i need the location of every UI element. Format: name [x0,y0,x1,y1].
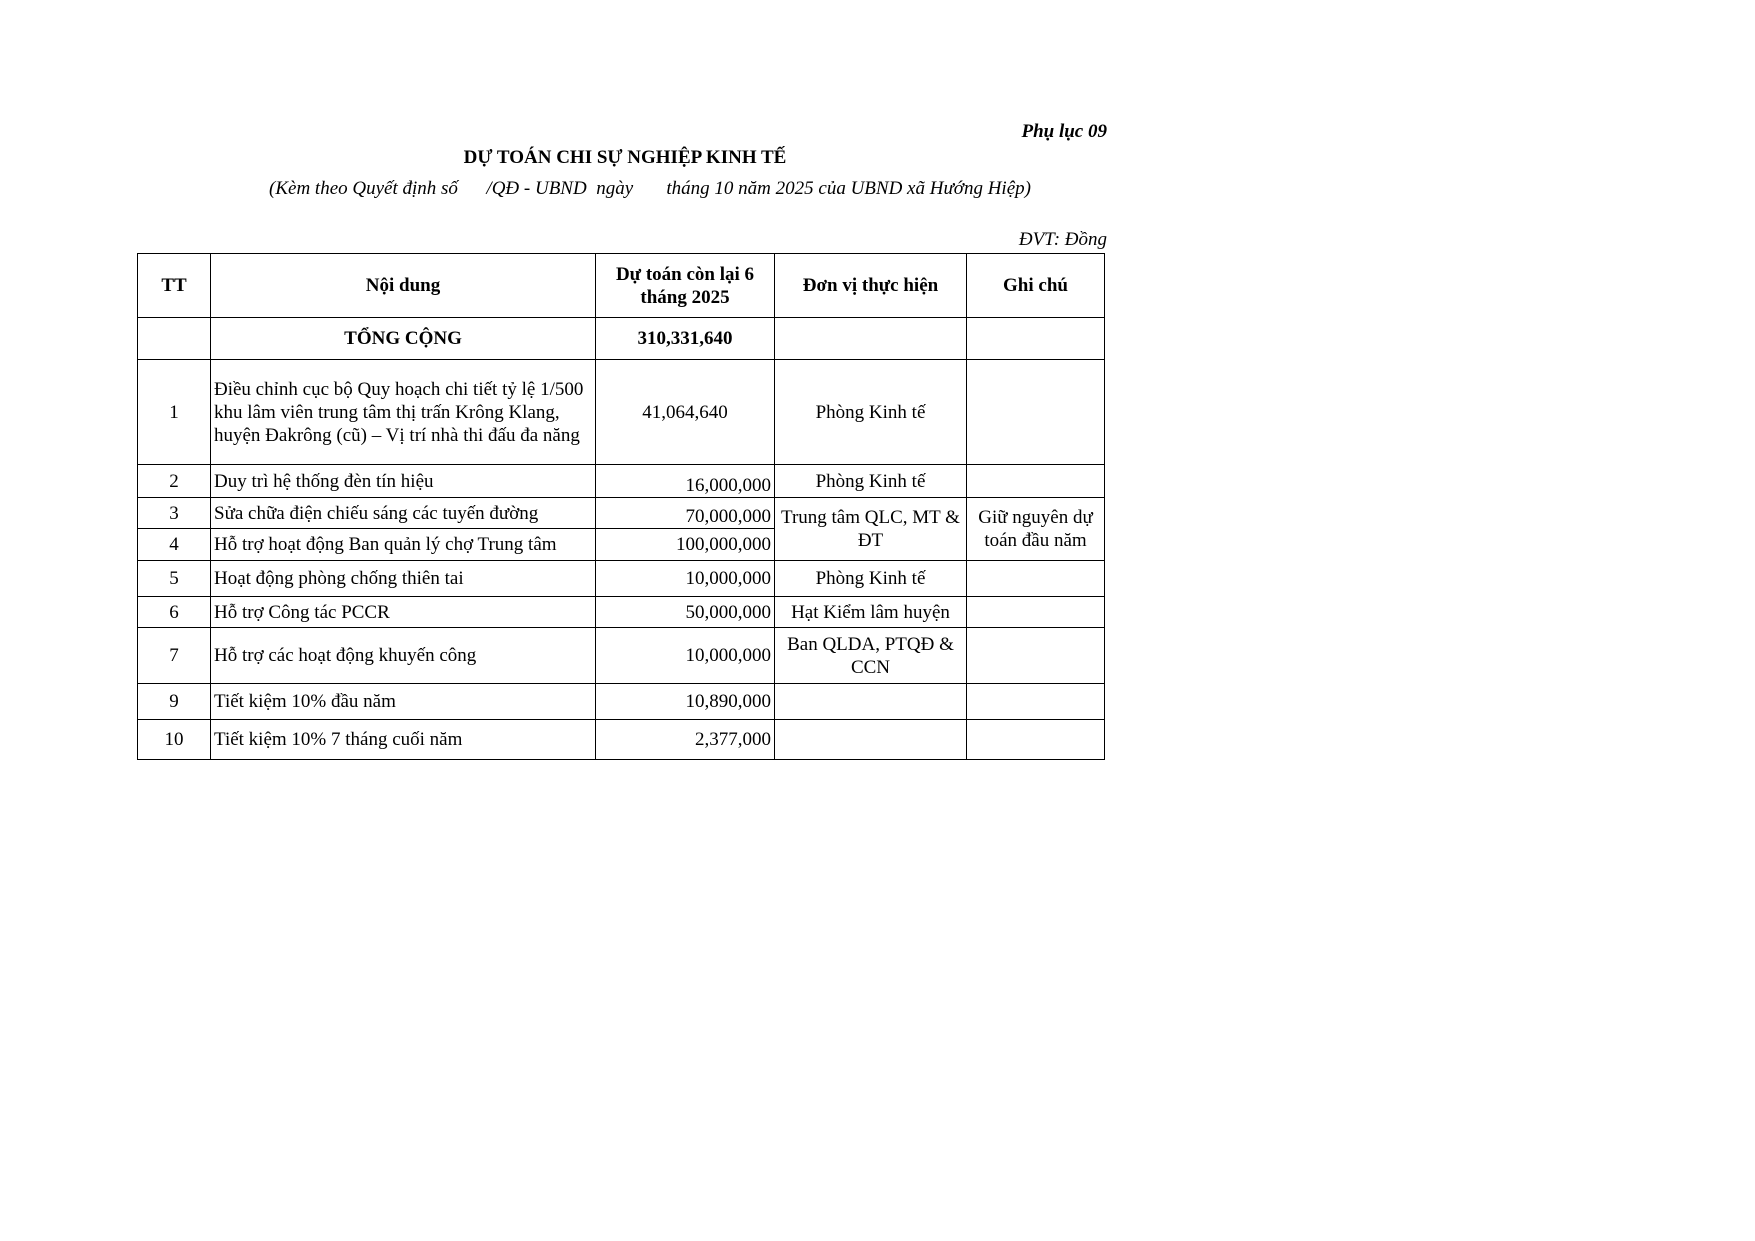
currency-unit: ĐVT: Đồng [1018,229,1107,250]
table-row [138,628,1105,684]
header-unit: Đơn vị thực hiện [775,254,967,318]
row-content: Tiết kiệm 10% 7 tháng cuối năm [211,720,596,760]
row-note [967,561,1105,597]
table-row [138,561,1105,597]
row-tt: 7 [138,628,211,684]
row-note [967,684,1105,720]
header-note: Ghi chú [967,254,1105,318]
row-unit [775,720,967,760]
total-label: TỔNG CỘNG [211,318,596,360]
header-amount: Dự toán còn lại 6 tháng 2025 [596,254,775,318]
row-tt: 4 [138,529,211,561]
total-unit [775,318,967,360]
row-content: Hỗ trợ Công tác PCCR [211,597,596,628]
table-row [138,360,1105,465]
row-amount: 10,000,000 [596,561,775,597]
row-note: Giữ nguyên dự toán đầu năm [967,498,1105,561]
row-amount: 50,000,000 [596,597,775,628]
row-content: Hỗ trợ hoạt động Ban quản lý chợ Trung tâm [211,529,596,561]
row-amount: 10,890,000 [596,684,775,720]
total-amount: 310,331,640 [596,318,775,360]
row-unit: Ban QLDA, PTQĐ & CCN [775,628,967,684]
row-note [967,628,1105,684]
row-amount: 10,000,000 [596,628,775,684]
row-content: Tiết kiệm 10% đầu năm [211,684,596,720]
row-unit: Hạt Kiểm lâm huyện [775,597,967,628]
total-note [967,318,1105,360]
row-note [967,465,1105,498]
table-row [138,684,1105,720]
row-tt: 2 [138,465,211,498]
row-unit [775,684,967,720]
table-header-row [138,254,1105,318]
total-row [138,318,1105,360]
row-content: Sửa chữa điện chiếu sáng các tuyến đường [211,498,596,529]
table-row [138,720,1105,760]
row-unit: Phòng Kinh tế [775,561,967,597]
row-amount: 2,377,000 [596,720,775,760]
row-note [967,597,1105,628]
budget-table [137,253,1105,760]
row-note [967,360,1105,465]
row-tt: 6 [138,597,211,628]
row-tt: 5 [138,561,211,597]
row-tt: 1 [138,360,211,465]
row-unit: Trung tâm QLC, MT & ĐT [775,498,967,561]
row-amount: 41,064,640 [596,360,775,465]
header-tt: TT [138,254,211,318]
row-amount: 100,000,000 [596,529,775,561]
document-title: DỰ TOÁN CHI SỰ NGHIỆP KINH TẾ [463,147,787,168]
row-unit: Phòng Kinh tế [775,465,967,498]
total-tt [138,318,211,360]
row-content: Hoạt động phòng chống thiên tai [211,561,596,597]
appendix-label: Phụ lục 09 [1021,121,1107,142]
row-tt: 10 [138,720,211,760]
row-note [967,720,1105,760]
row-tt: 3 [138,498,211,529]
row-amount: 70,000,000 [596,498,775,529]
table-row [138,465,1105,498]
table-row [138,498,1105,529]
header-content: Nội dung [211,254,596,318]
row-unit: Phòng Kinh tế [775,360,967,465]
row-tt: 9 [138,684,211,720]
row-content: Hỗ trợ các hoạt động khuyến công [211,628,596,684]
row-content: Điều chỉnh cục bộ Quy hoạch chi tiết tỷ lệ 1/500 khu lâm viên trung tâm thị trấn Krông Klang, huyện Đakrông (cũ) – Vị trí nhà thi đấu đa năng [211,360,596,465]
table-row [138,597,1105,628]
row-amount: 16,000,000 [596,465,775,498]
document-subtitle: (Kèm theo Quyết định số /QĐ - UBND ngày tháng 10 năm 2025 của UBND xã Hướng Hiệp) [269,178,1031,199]
row-content: Duy trì hệ thống đèn tín hiệu [211,465,596,498]
